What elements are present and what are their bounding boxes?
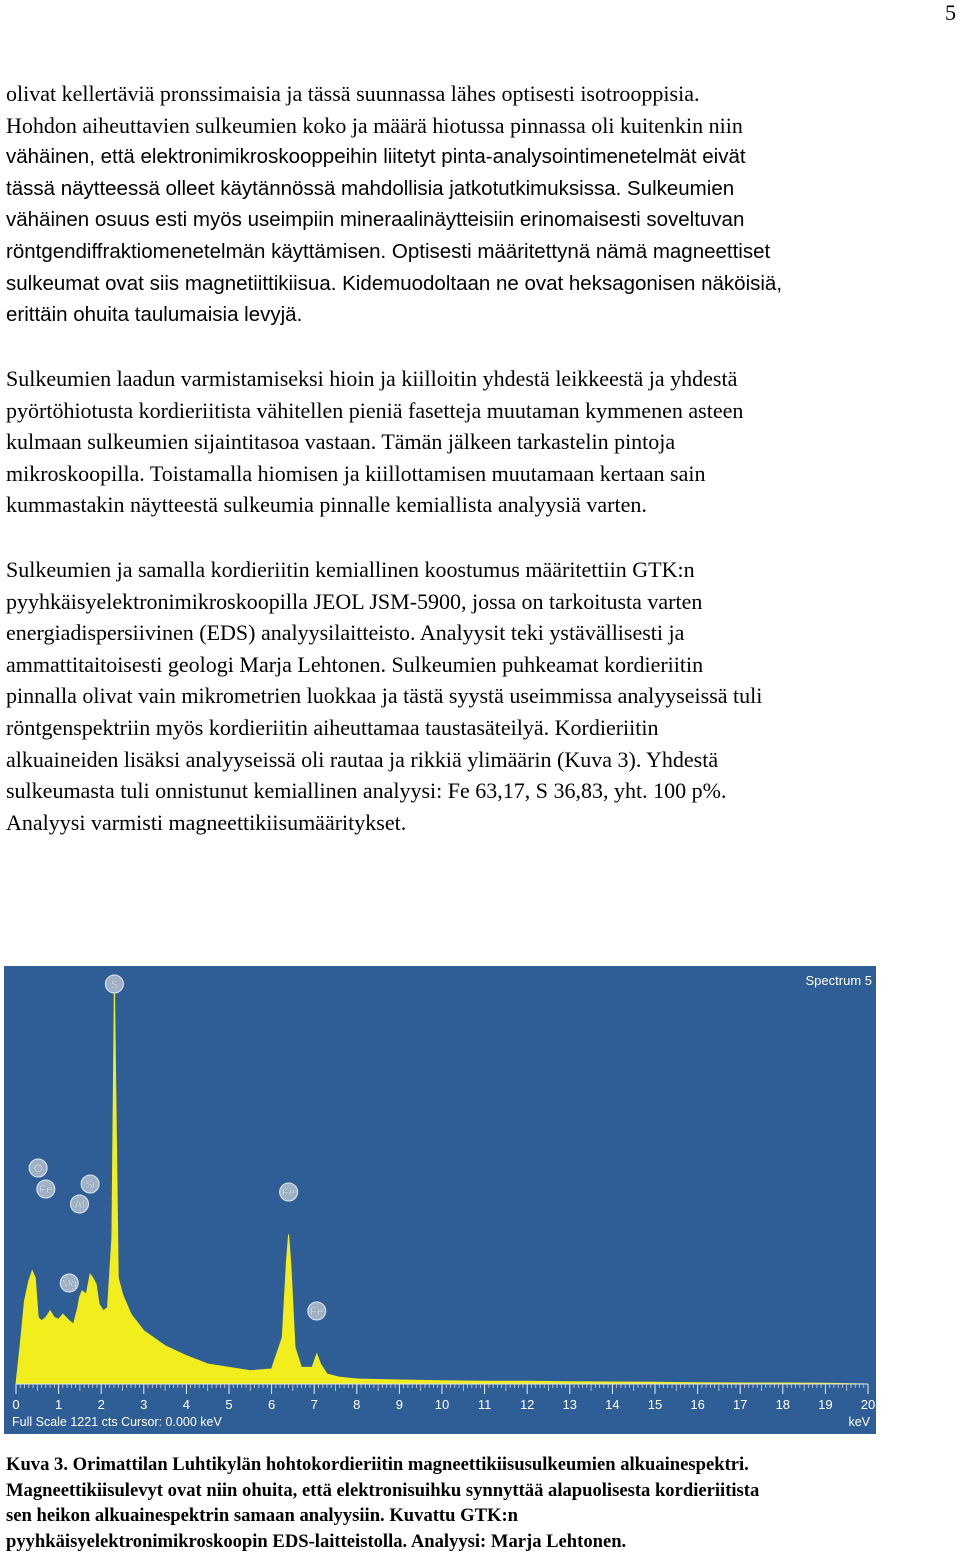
text-line: röntgendiffraktiomenetelmän käyttämisen. Optisesti määritettynä nämä magneettiset <box>6 239 771 263</box>
paragraph-3 <box>6 554 956 838</box>
peak-label: Al <box>74 1199 85 1211</box>
x-axis-unit: keV <box>848 1415 870 1429</box>
x-tick-label: 6 <box>267 1397 276 1412</box>
text-line: tässä näytteessä olleet käytännössä mahdollisia jatkotutkimuksissa. Sulkeumien <box>6 176 735 200</box>
text-line: pinnalla olivat vain mikrometrien luokkaa ja tästä syystä useimmissa analyyseissä tuli <box>6 683 763 709</box>
text-line: Sulkeumien ja samalla kordieriitin kemiallinen koostumus määritettiin GTK:n <box>6 557 695 582</box>
peak-label: Fe <box>39 1184 53 1196</box>
caption-line: sen heikon alkuainespektrin samaan analyysiin. Kuvattu GTK:n <box>6 1505 518 1526</box>
peak-label: Si <box>85 1179 96 1191</box>
caption-line: pyyhkäisyelektronimikroskoopin EDS-laitteistolla. Analyysi: Marja Lehtonen. <box>6 1530 627 1552</box>
x-tick-label: 15 <box>647 1397 663 1412</box>
text-line: vähäinen osuus esti myös useimpiin mineraalinäytteisiin erinomaisesti soveltuvan <box>6 208 745 232</box>
x-tick-label: 20 <box>860 1397 876 1412</box>
peak-label: Fe <box>282 1187 296 1199</box>
text-line: energiadispersiivinen (EDS) analyysilaitteisto. Analyysit teki ystävällisesti ja <box>6 620 685 646</box>
text-line: pyyhkäisyelektronimikroskoopilla JEOL JSM-5900, jossa on tarkoitusta varten <box>6 588 703 614</box>
paragraph-1 <box>6 78 956 331</box>
text-line: pyörtöhiotusta kordieriitista vähitellen pieniä fasetteja muutaman kymmenen asteen <box>6 397 744 423</box>
text-line: Analyysi varmisti magneettikiisumääritykset. <box>6 809 407 835</box>
spectrum-chart <box>4 966 876 1434</box>
x-tick-label: 13 <box>562 1397 578 1412</box>
x-tick-label: 10 <box>434 1397 450 1412</box>
text-line: vähäinen, että elektronimikroskooppeihin liitetyt pinta-analysointimenetelmät eivät <box>6 145 746 169</box>
caption-line: Kuva 3. Orimattilan Luhtikylän hohtokordieriitin magneettikiisusulkeumien alkuainespektri. <box>6 1454 749 1475</box>
x-tick-label: 3 <box>140 1397 148 1412</box>
text-line: Sulkeumien laadun varmistamiseksi hioin ja kiilloitin yhdestä leikkeestä ja yhdestä <box>6 366 738 391</box>
peak-label: O <box>33 1163 43 1175</box>
x-tick-label: 14 <box>605 1397 620 1412</box>
x-tick-label: 8 <box>353 1397 361 1412</box>
x-tick-label: 17 <box>732 1397 748 1412</box>
spectrum-footer: Full Scale 1221 cts Cursor: 0.000 keV <box>12 1415 222 1429</box>
text-line: Hohdon aiheuttavien sulkeumien koko ja määrä hiotussa pinnassa oli kuitenkin niin <box>6 112 743 138</box>
x-tick-label: 4 <box>182 1397 191 1412</box>
paragraph-2 <box>6 363 956 521</box>
peak-label: S <box>110 979 119 991</box>
x-tick-label: 18 <box>775 1397 791 1412</box>
text-line: alkuaineiden lisäksi analyyseissä oli rautaa ja rikkiä ylimäärin (Kuva 3). Yhdestä <box>6 746 719 772</box>
x-tick-label: 19 <box>818 1397 833 1412</box>
text-line: sulkeumasta tuli onnistunut kemiallinen analyysi: Fe 63,17, S 36,83, yht. 100 p%. <box>6 778 727 804</box>
x-tick-label: 0 <box>12 1397 20 1412</box>
x-tick-label: 16 <box>690 1397 705 1412</box>
text-line: kulmaan sulkeumien sijaintitasoa vastaan. Tämän jälkeen tarkastelin pintoja <box>6 429 676 455</box>
text-line: röntgenspektriin myös kordieriitin aiheuttamaa taustasäteilyä. Kordieriitin <box>6 714 659 740</box>
x-tick-label: 12 <box>519 1397 535 1412</box>
figure-caption <box>6 1452 956 1554</box>
text-line: kummastakin näytteestä sulkeumia pinnalle kemiallista analyysiä varten. <box>6 492 647 518</box>
x-tick-label: 5 <box>225 1397 233 1412</box>
x-tick-label: 2 <box>97 1397 105 1412</box>
x-tick-label: 1 <box>54 1397 63 1412</box>
spectrum-title: Spectrum 5 <box>805 973 872 988</box>
page-number: 5 <box>945 0 956 25</box>
eds-spectrum-figure <box>4 966 876 1434</box>
x-tick-label: 7 <box>310 1397 318 1412</box>
text-line: mikroskoopilla. Toistamalla hiomisen ja kiillottamisen muutamaan kertaan sain <box>6 460 706 486</box>
peak-label: Fe <box>310 1306 324 1318</box>
x-tick-label: 9 <box>395 1397 404 1412</box>
peak-label: Mg <box>61 1278 77 1290</box>
text-line: ammattitaitoisesti geologi Marja Lehtonen. Sulkeumien puhkeamat kordieriitin <box>6 651 704 677</box>
text-line: sulkeumat ovat siis magnetiittikiisua. Kidemuodoltaan ne ovat heksagonisen näköisiä, <box>6 271 783 295</box>
text-line: erittäin ohuita taulumaisia levyjä. <box>6 303 303 327</box>
text-line: olivat kellertäviä pronssimaisia ja tässä suunnassa lähes optisesti isotrooppisia. <box>6 81 700 106</box>
caption-line: Magneettikiisulevyt ovat niin ohuita, että elektronisuihku synnyttää alapuolisesta kordieriitista <box>6 1479 760 1501</box>
x-tick-label: 11 <box>477 1397 492 1412</box>
